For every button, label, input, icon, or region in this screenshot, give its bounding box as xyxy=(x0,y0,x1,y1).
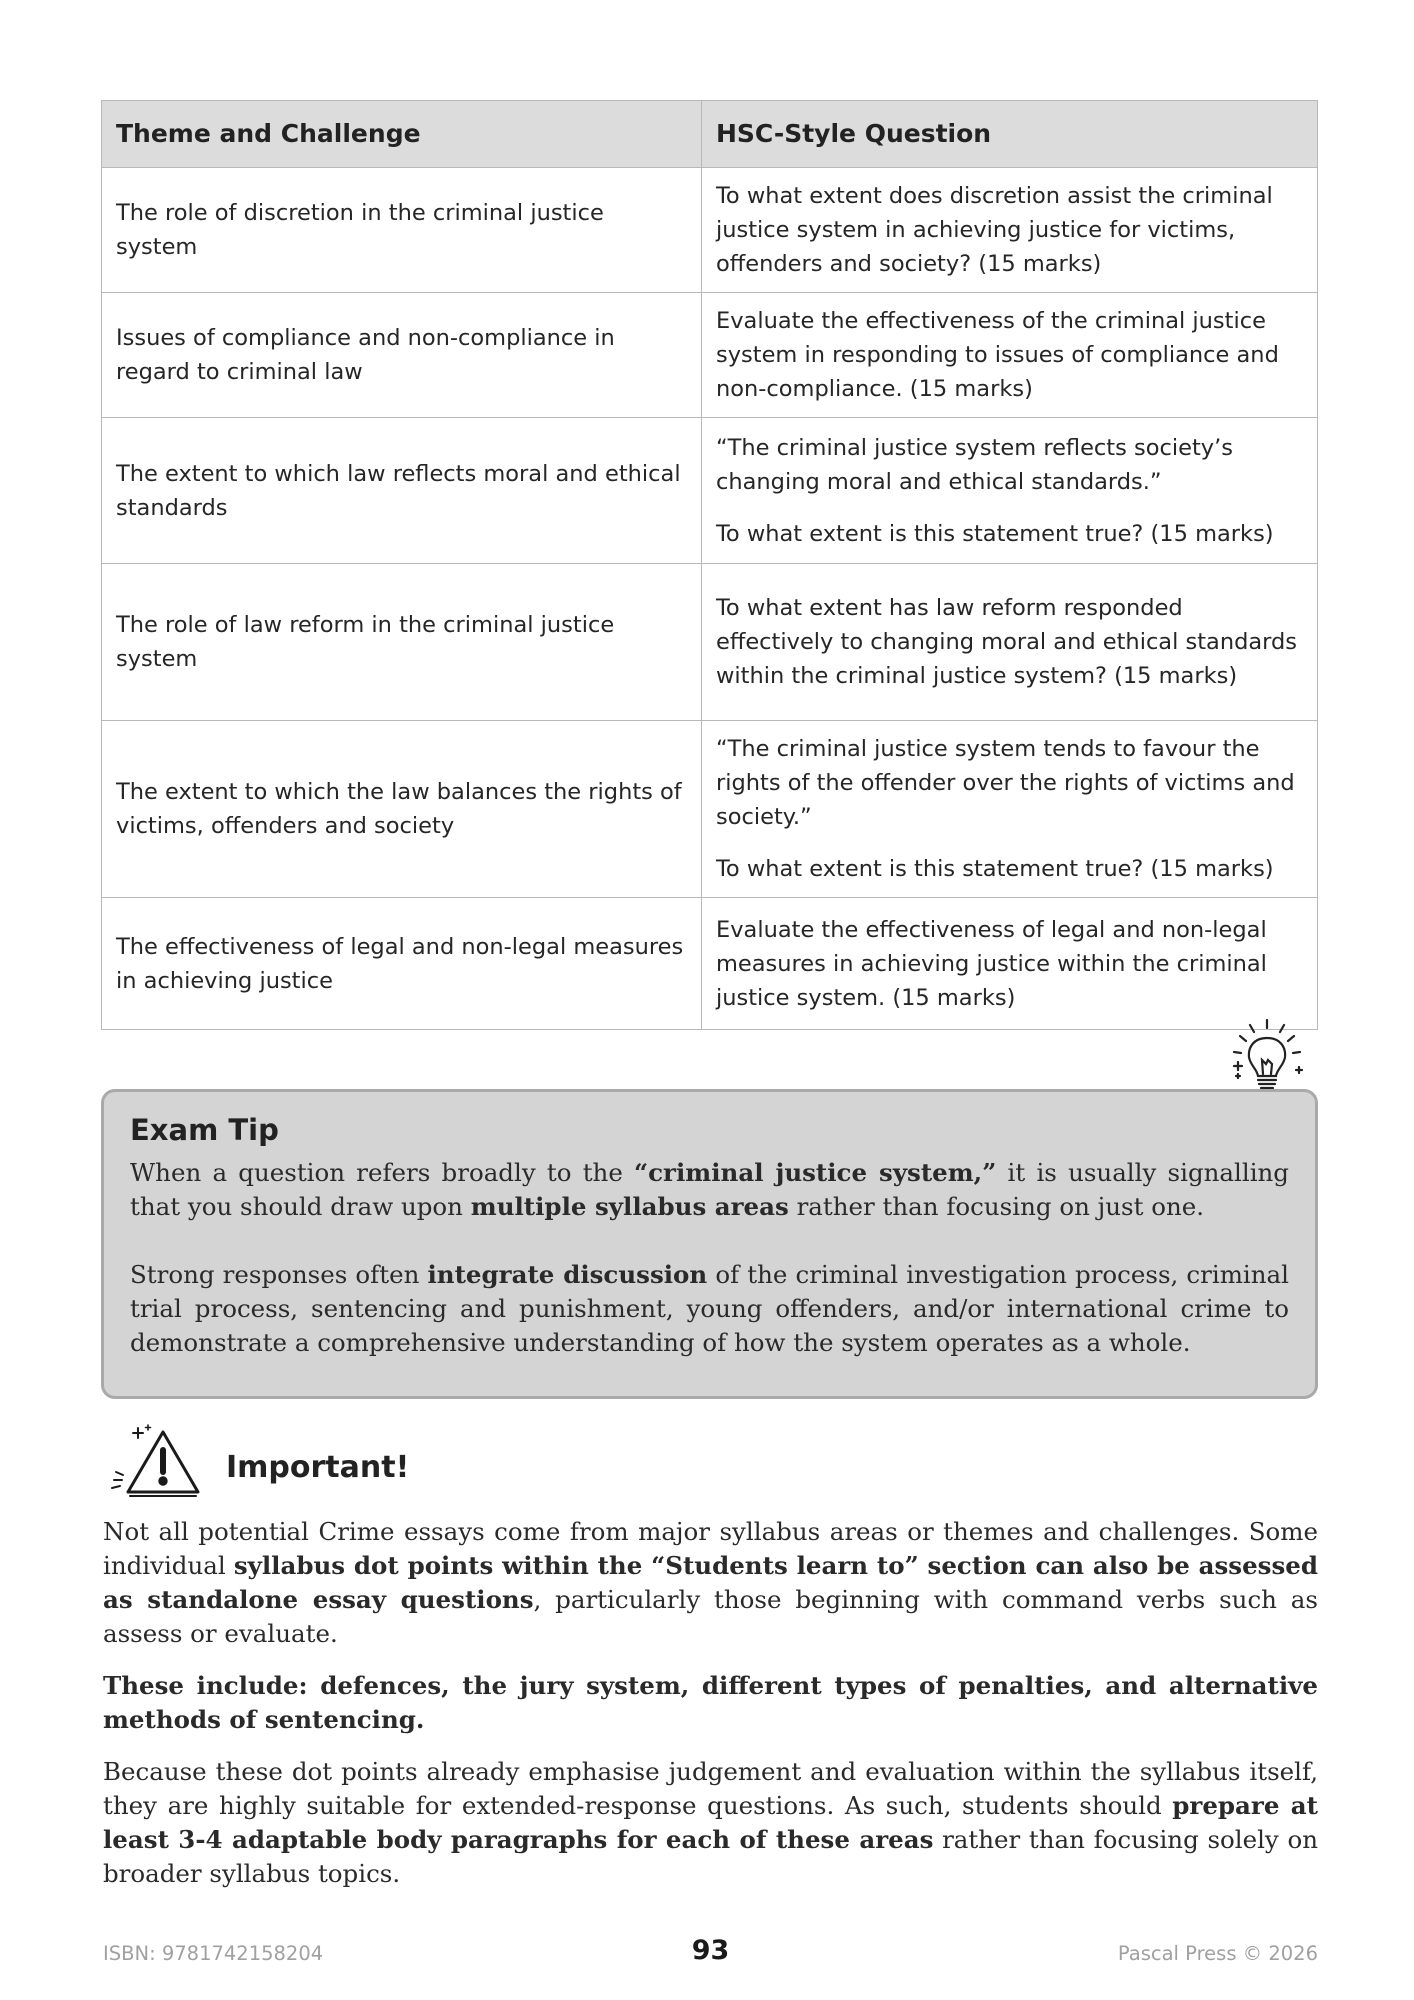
column-header-theme: Theme and Challenge xyxy=(102,101,702,168)
table-header-row xyxy=(102,101,1318,168)
theme-cell: The role of discretion in the criminal justice system xyxy=(102,168,702,293)
table-row xyxy=(102,898,1318,1030)
important-paragraph: These include: defences, the jury system, different types of penalties, and alternative methods of sentencing. xyxy=(103,1671,1318,1734)
column-header-question: HSC-Style Question xyxy=(702,101,1318,168)
question-text: To what extent is this statement true? (15 marks) xyxy=(716,520,1274,547)
theme-cell: The role of law reform in the criminal justice system xyxy=(102,564,702,721)
question-text: Evaluate the effectiveness of legal and non-legal measures in achieving justice within the criminal justice system. (15 marks) xyxy=(716,916,1267,1011)
page-footer xyxy=(103,1935,1318,1975)
page-number: 93 xyxy=(691,1935,730,1966)
theme-cell: The extent to which law reflects moral and ethical standards xyxy=(102,418,702,564)
question-cell xyxy=(702,418,1318,564)
question-text: To what extent does discretion assist the criminal justice system in achieving justice for victims, offenders and society? (15 marks) xyxy=(716,183,1273,277)
theme-cell: The extent to which the law balances the rights of victims, offenders and society xyxy=(102,721,702,898)
important-paragraph: Not all potential Crime essays come from major syllabus areas or themes and challenges. Some individual syllabus dot points within the “Students learn to” section can also be assessed as standalone essay questions, particularly those beginning with command verbs such as assess or evaluate. xyxy=(103,1517,1318,1648)
question-cell xyxy=(702,898,1318,1030)
table-row xyxy=(102,564,1318,721)
warning-triangle-icon xyxy=(108,1420,212,1502)
questions-table xyxy=(101,100,1318,1030)
question-cell xyxy=(702,564,1318,721)
exam-tip-box xyxy=(101,1089,1318,1399)
table-row xyxy=(102,418,1318,564)
question-text: Evaluate the effectiveness of the criminal justice system in responding to issues of compliance and non-compliance. (15 marks) xyxy=(716,308,1279,402)
question-text: To what extent has law reform responded effectively to changing moral and ethical standards within the criminal justice system? (15 marks) xyxy=(716,595,1298,689)
important-paragraph: Because these dot points already emphasise judgement and evaluation within the syllabus itself, they are highly suitable for extended-response questions. As such, students should prepare at least 3-4 adaptable body paragraphs for each of these areas rather than focusing solely on broader syllabus topics. xyxy=(103,1757,1318,1888)
question-quote: “The criminal justice system tends to favour the rights of the offender over the rights of victims and society.” xyxy=(716,736,1295,830)
important-body xyxy=(103,1515,1318,1909)
question-text: To what extent is this statement true? (15 marks) xyxy=(716,856,1274,882)
isbn-label: ISBN: 9781742158204 xyxy=(103,1942,324,1965)
table-row xyxy=(102,293,1318,418)
question-cell xyxy=(702,721,1318,898)
exam-tip-title: Exam Tip xyxy=(130,1113,279,1147)
table-row xyxy=(102,721,1318,898)
exam-tip-paragraph: Strong responses often integrate discussion of the criminal investigation process, criminal trial process, sentencing and punishment, young offenders, and/or international crime to demonstrate a comprehensive understanding of how the system operates as a whole. xyxy=(130,1260,1289,1357)
question-cell xyxy=(702,293,1318,418)
table-row xyxy=(102,168,1318,293)
theme-cell: The effectiveness of legal and non-legal measures in achieving justice xyxy=(102,898,702,1030)
question-quote: “The criminal justice system reflects society’s changing moral and ethical standards.” xyxy=(716,434,1233,495)
publisher-label: Pascal Press © 2026 xyxy=(1117,1942,1318,1965)
exam-tip-paragraph: When a question refers broadly to the “criminal justice system,” it is usually signalling that you should draw upon multiple syllabus areas rather than focusing on just one. xyxy=(130,1158,1289,1221)
important-title: Important! xyxy=(226,1450,410,1485)
theme-cell: Issues of compliance and non-compliance in regard to criminal law xyxy=(102,293,702,418)
question-cell xyxy=(702,168,1318,293)
